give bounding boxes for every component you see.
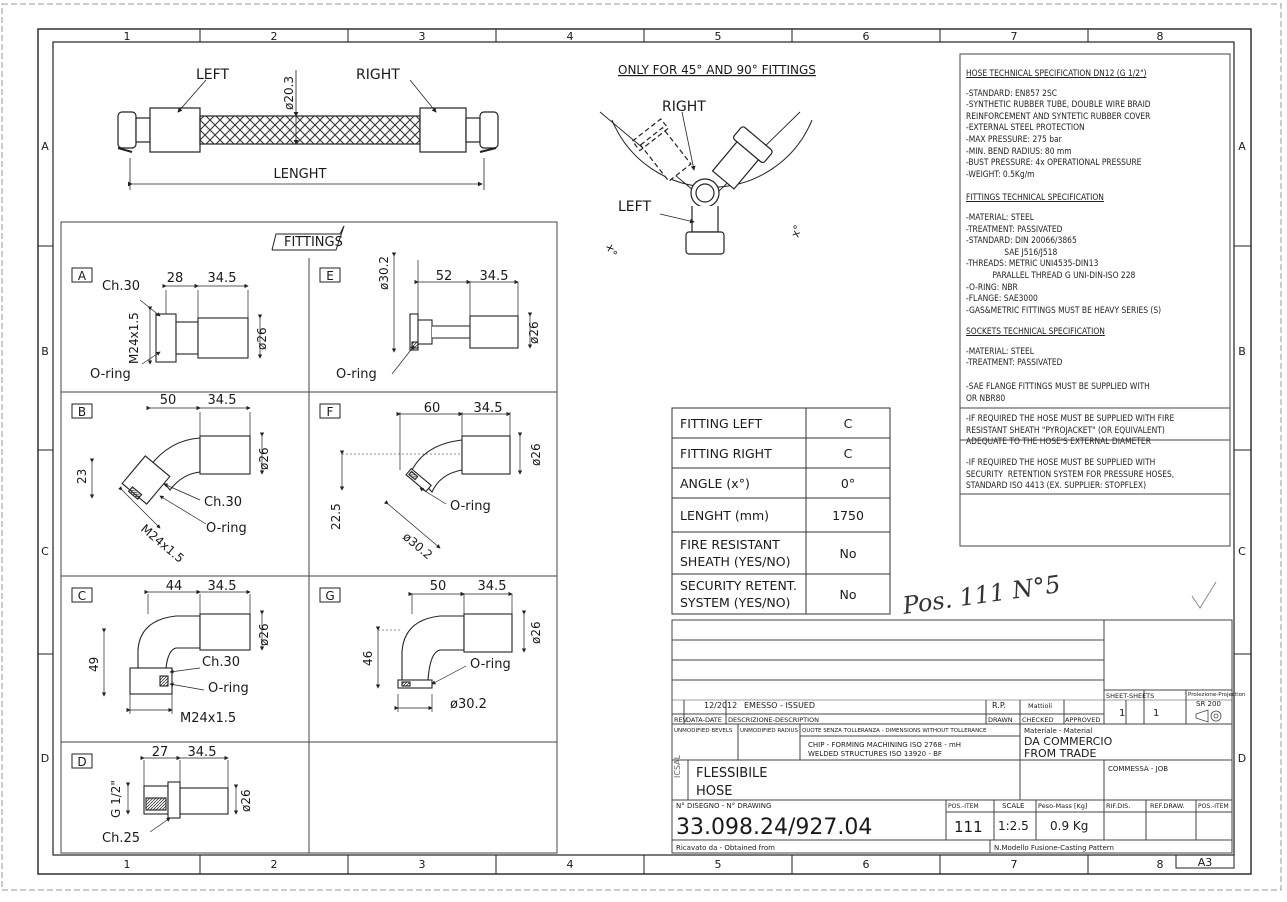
obtained-from-label: Ricavato da - Obtained from xyxy=(676,844,775,852)
fitting-d-drawing xyxy=(128,758,236,832)
spec-line: -STANDARD: DIN 20066/3865 xyxy=(966,235,1077,246)
spec-note: -SAE FLANGE FITTINGS MUST BE SUPPLIED WITH xyxy=(966,381,1150,392)
row-label: A xyxy=(1238,140,1246,153)
col-label: 2 xyxy=(270,858,278,871)
col-label: 7 xyxy=(1010,30,1018,43)
fitting-letter-c: C xyxy=(77,589,87,603)
material-value: DA COMMERCIO xyxy=(1024,735,1113,748)
rev-header: REV. xyxy=(674,716,689,724)
fitting-a-drawing xyxy=(140,286,260,364)
fitting-d-d1: 27 xyxy=(151,745,169,760)
rev-header: DRAWN xyxy=(988,716,1013,724)
fitting-letter-e: E xyxy=(326,269,334,283)
check-mark-icon xyxy=(1192,582,1216,608)
spec-note: SECURITY RETENTION SYSTEM FOR PRESSURE HOSES, xyxy=(966,468,1175,479)
fitting-g-d2: 34.5 xyxy=(477,579,507,594)
sheet-b: 1 xyxy=(1153,708,1160,719)
spec-line: -MATERIAL: STEEL xyxy=(966,211,1034,222)
col-label: 1 xyxy=(123,858,131,871)
fitting-e-d2: 34.5 xyxy=(479,269,509,284)
col-label: 8 xyxy=(1156,30,1164,43)
spec-line: REINFORCEMENT AND SYNTETIC RUBBER COVER xyxy=(966,110,1151,121)
spec-line: -EXTERNAL STEEL PROTECTION xyxy=(966,122,1085,133)
spec-line: SAE J516/J518 xyxy=(966,246,1058,257)
hose-spec-title: HOSE TECHNICAL SPECIFICATION DN12 (G 1/2") xyxy=(966,68,1147,78)
col-label: 4 xyxy=(566,30,574,43)
fitting-g-drawing xyxy=(378,594,524,712)
angle-view xyxy=(600,110,818,254)
spec-line: -O-RING: NBR xyxy=(966,281,1018,292)
projection-label: Proiezione-Projection xyxy=(1188,692,1246,698)
fitting-b-h: 23 xyxy=(75,468,89,484)
fitting-f-drawing xyxy=(342,412,520,548)
hose-right-label: RIGHT xyxy=(356,67,400,83)
spec-note: ADEQUATE TO THE HOSE'S EXTERNAL DIAMETER xyxy=(966,436,1151,447)
sheet-a: 1 xyxy=(1119,708,1126,719)
ref-label: RIF.DIS. xyxy=(1106,802,1131,810)
col-label: 6 xyxy=(862,858,870,871)
spec-line: -TREATMENT: PASSIVATED xyxy=(966,223,1063,234)
fitting-f-dia: ø26 xyxy=(529,443,543,466)
rev-header: DATA-DATE xyxy=(686,716,722,724)
radius-note: UNMODIFIED RADIUS xyxy=(740,728,799,734)
fitting-e-dia: ø26 xyxy=(527,321,541,344)
angle-x-left: x° xyxy=(603,242,620,259)
table-value: C xyxy=(843,446,853,461)
fitting-a-dia: ø26 xyxy=(255,327,269,350)
spec-line: -MATERIAL: STEEL xyxy=(966,345,1034,356)
fitting-g-oring: O-ring xyxy=(470,657,511,672)
spec-line: -MAX PRESSURE: 275 bar xyxy=(966,133,1062,144)
spec-line: -TREATMENT: PASSIVATED xyxy=(966,357,1063,368)
table-label: SHEATH (YES/NO) xyxy=(680,554,791,569)
spec-panel xyxy=(966,62,1228,492)
fitting-f-flange: ø30.2 xyxy=(400,529,436,563)
spec-line: -WEIGHT: 0.5Kg/m xyxy=(966,168,1035,179)
col-label: 3 xyxy=(418,30,426,43)
drawing-title-en: HOSE xyxy=(696,784,733,799)
spec-line: -THREADS: METRIC UNI4535-DIN13 xyxy=(966,258,1099,269)
fitting-c-d2: 34.5 xyxy=(207,579,237,594)
table-value: C xyxy=(843,416,853,431)
spec-note: RESISTANT SHEATH "PYROJACKET" (OR EQUIVALENT) xyxy=(966,424,1165,435)
col-label: 4 xyxy=(566,858,574,871)
logo-mark: ICSAL xyxy=(673,754,682,778)
scale-label: SCALE xyxy=(1002,802,1025,810)
row-label: C xyxy=(1238,545,1246,558)
rev-date: 12/2012 xyxy=(704,701,738,710)
rev-checked: Mattioli xyxy=(1028,702,1053,710)
row-label: B xyxy=(1238,345,1246,358)
projection-symbol-icon xyxy=(1196,710,1221,722)
col-label: 1 xyxy=(123,30,131,43)
casting-pattern-label: N.Modello Fusione-Casting Pattern xyxy=(994,844,1114,852)
spec-line: -SYNTHETIC RUBBER TUBE, DOUBLE WIRE BRAID xyxy=(966,99,1151,110)
sheet-size: A3 xyxy=(1197,856,1213,869)
fitting-b-oring: O-ring xyxy=(206,521,247,536)
fitting-a-thread: M24x1.5 xyxy=(127,312,141,364)
table-label: FITTING RIGHT xyxy=(680,446,772,461)
pos-label: POS.-ITEM xyxy=(948,803,979,810)
fitting-g-h: 46 xyxy=(361,650,375,666)
weight-value: 0.9 Kg xyxy=(1050,819,1089,833)
weight-label: Peso-Mass [Kg] xyxy=(1038,802,1088,810)
bevels-note: UNMODIFIED BEVELS xyxy=(674,728,733,734)
col-label: 5 xyxy=(714,30,722,43)
ref-label: POS.-ITEM xyxy=(1198,803,1229,810)
fitting-letter-b: B xyxy=(77,405,87,419)
fitting-d-dia: ø26 xyxy=(239,789,253,812)
fitting-d-ch: Ch.25 xyxy=(102,831,140,846)
fitting-c-oring: O-ring xyxy=(208,681,249,696)
material-value: FROM TRADE xyxy=(1024,747,1097,760)
fitting-b-thread: M24x1.5 xyxy=(138,521,187,566)
fitting-g-dia: ø26 xyxy=(529,621,543,644)
job-label: COMMESSA - JOB xyxy=(1108,765,1169,773)
fitting-e-drawing xyxy=(392,256,530,374)
angle-right-label: RIGHT xyxy=(662,99,706,115)
spec-note: -IF REQUIRED THE HOSE MUST BE SUPPLIED WITH FIRE xyxy=(966,413,1175,424)
row-label: D xyxy=(1237,752,1247,765)
fitting-g-flange: ø30.2 xyxy=(450,697,487,712)
hose-diameter-label: ø20.3 xyxy=(282,75,296,110)
fitting-b-drawing xyxy=(92,408,262,528)
fitting-g-d1: 50 xyxy=(429,579,447,594)
spec-line: -FLANGE: SAE3000 xyxy=(966,293,1038,304)
spec-line: -BUST PRESSURE: 4x OPERATIONAL PRESSURE xyxy=(966,157,1142,168)
fitting-f-oring: O-ring xyxy=(450,499,491,514)
drawing-title: FLESSIBILE xyxy=(696,766,768,781)
table-label: FITTING LEFT xyxy=(680,416,763,431)
table-value: No xyxy=(839,546,857,561)
fitting-e-flange: ø30.2 xyxy=(377,255,391,290)
spec-line: -STANDARD: EN857 2SC xyxy=(966,87,1058,98)
table-label: SYSTEM (YES/NO) xyxy=(680,595,791,610)
ref-label: REF.DRAW. xyxy=(1150,802,1185,810)
rev-desc: EMESSO - ISSUED xyxy=(744,701,816,710)
fitting-c-h: 49 xyxy=(87,656,101,672)
sockets-spec-title: SOCKETS TECHNICAL SPECIFICATION xyxy=(966,326,1105,337)
table-label: SECURITY RETENT. xyxy=(680,578,797,593)
fitting-a-d2: 34.5 xyxy=(207,271,237,286)
fitting-e-oring: O-ring xyxy=(336,367,377,382)
fitting-e-d1: 52 xyxy=(435,269,453,284)
material-label: Materiale - Material xyxy=(1024,727,1093,735)
fitting-letter-g: G xyxy=(325,589,335,603)
projection-standard: SR 200 xyxy=(1196,700,1221,708)
fitting-c-dia: ø26 xyxy=(257,623,271,646)
table-label: LENGHT (mm) xyxy=(680,508,770,523)
table-value: No xyxy=(839,587,857,602)
col-label: 7 xyxy=(1010,858,1018,871)
fitting-c-thread: M24x1.5 xyxy=(180,711,237,726)
rev-header: DESCRIZIONE-DESCRIPTION xyxy=(728,716,820,724)
row-label: A xyxy=(41,140,49,153)
rev-header: APPROVED xyxy=(1065,716,1101,724)
fitting-d-thread: G 1/2" xyxy=(109,780,123,818)
rev-drawn: R.P. xyxy=(992,701,1006,710)
fitting-f-h: 22.5 xyxy=(329,503,343,530)
col-label: 3 xyxy=(418,858,426,871)
fittings-title: FITTINGS xyxy=(284,235,343,250)
table-label: FIRE RESISTANT xyxy=(680,537,780,552)
tolerance-line: WELDED STRUCTURES ISO 13920 - BF xyxy=(808,750,942,758)
col-label: 5 xyxy=(714,858,722,871)
fitting-a-oring: O-ring xyxy=(90,367,131,382)
spec-note: OR NBR80 xyxy=(966,392,1006,403)
table-label: ANGLE (x°) xyxy=(680,476,750,491)
tolerance-note: QUOTE SENZA TOLLERANZA - DIMENSIONS WITHOUT TOLLERANCE xyxy=(802,728,987,734)
fitting-letter-f: F xyxy=(326,405,334,419)
col-label: 8 xyxy=(1156,858,1164,871)
rev-header: CHECKED xyxy=(1022,716,1054,724)
table-value: 1750 xyxy=(832,508,864,523)
angle-x-right: x° xyxy=(788,223,805,240)
spec-line: -MIN. BEND RADIUS: 80 mm xyxy=(966,145,1072,156)
fitting-d-d2: 34.5 xyxy=(187,745,217,760)
fitting-c-ch: Ch.30 xyxy=(202,655,240,670)
sheet-label: SHEET-SHEETS xyxy=(1106,692,1155,700)
row-label: B xyxy=(41,345,49,358)
col-label: 6 xyxy=(862,30,870,43)
spec-line: -GAS&METRIC FITTINGS MUST BE HEAVY SERIES (S) xyxy=(966,304,1162,315)
drawing-number: 33.098.24/927.04 xyxy=(676,815,873,840)
fitting-c-d1: 44 xyxy=(165,579,183,594)
spec-note: STANDARD ISO 4413 (EX. SUPPLIER: STOPFLEX) xyxy=(966,480,1147,491)
pos-value: 111 xyxy=(954,818,983,836)
angle-view-title: ONLY FOR 45° AND 90° FITTINGS xyxy=(618,63,816,77)
fitting-b-ch: Ch.30 xyxy=(204,495,242,510)
fitting-a-d1: 28 xyxy=(166,271,184,286)
fitting-f-d2: 34.5 xyxy=(473,401,503,416)
drawing-number-label: N° DISEGNO - N° DRAWING xyxy=(676,802,772,810)
fitting-a-ch: Ch.30 xyxy=(102,279,140,294)
tolerance-line: CHIP - FORMING MACHINING ISO 2768 - mH xyxy=(808,741,962,749)
fittings-spec-title: FITTINGS TECHNICAL SPECIFICATION xyxy=(966,192,1104,203)
spec-note: -IF REQUIRED THE HOSE MUST BE SUPPLIED WITH xyxy=(966,457,1156,468)
angle-left-label: LEFT xyxy=(618,199,652,215)
row-label: C xyxy=(41,545,49,558)
fitting-letter-a: A xyxy=(77,269,87,283)
spec-line: PARALLEL THREAD G UNI-DIN-ISO 228 xyxy=(966,269,1136,280)
fitting-b-d2: 34.5 xyxy=(207,393,237,408)
scale-value: 1:2.5 xyxy=(998,819,1029,833)
hose-length-label: LENGHT xyxy=(273,167,327,182)
hose-left-label: LEFT xyxy=(196,67,230,83)
fitting-b-d1: 50 xyxy=(159,393,177,408)
col-label: 2 xyxy=(270,30,278,43)
fitting-f-d1: 60 xyxy=(423,401,441,416)
table-value: 0° xyxy=(840,476,856,491)
fitting-b-dia: ø26 xyxy=(257,447,271,470)
fitting-letter-d: D xyxy=(77,755,87,769)
row-label: D xyxy=(40,752,50,765)
handwritten-note: Pos. 111 N°5 xyxy=(900,570,1063,620)
